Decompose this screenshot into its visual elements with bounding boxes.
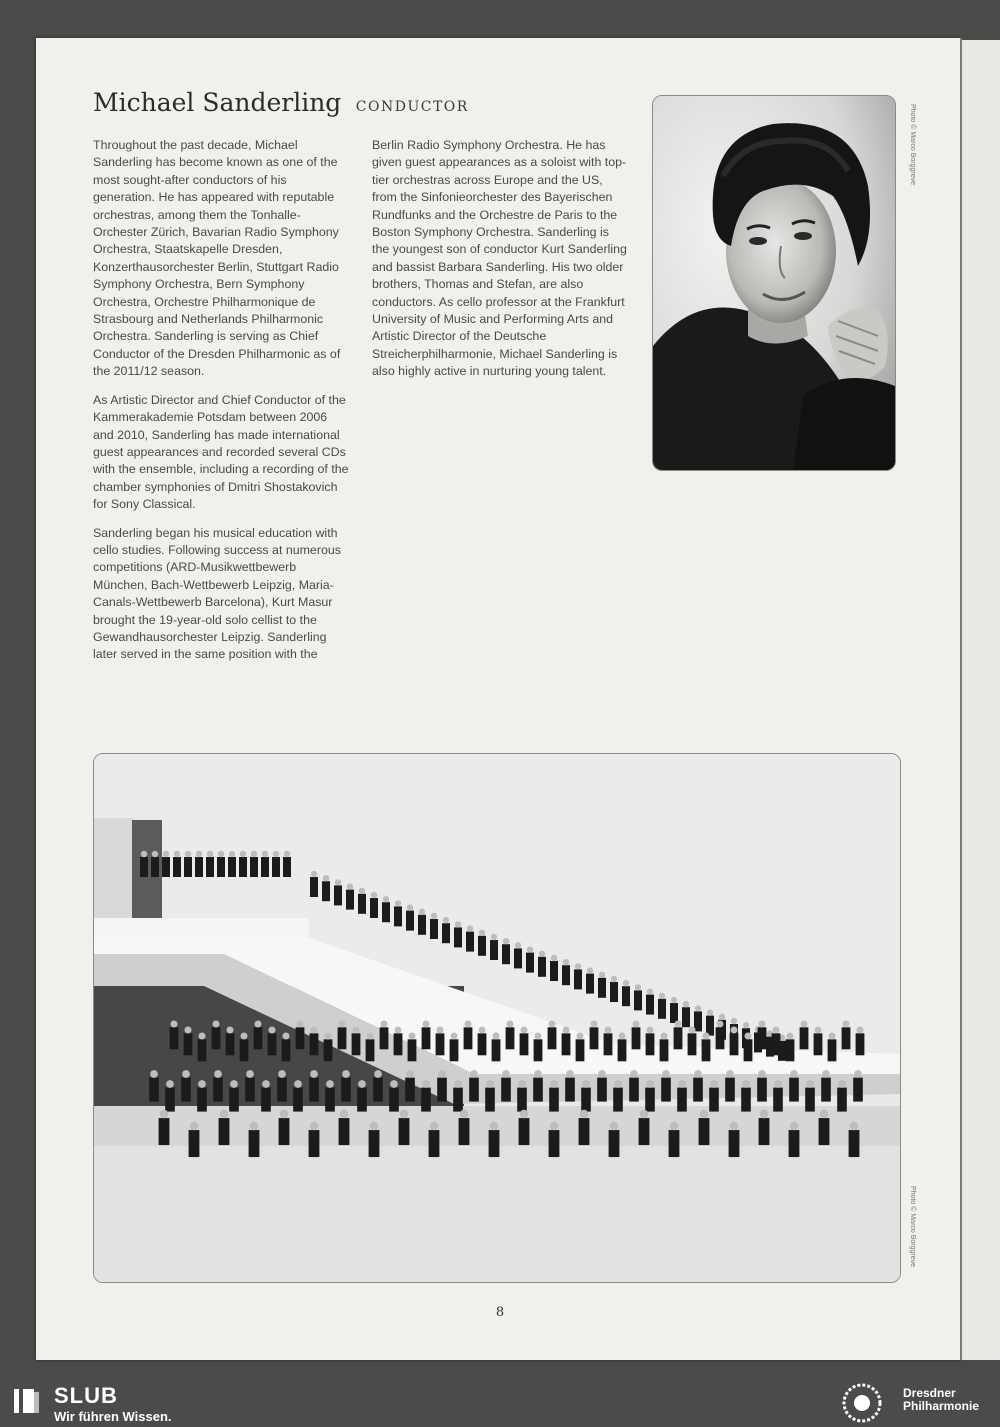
musician-figure	[469, 1070, 479, 1101]
musician-figure	[399, 1110, 410, 1145]
musician-figure	[184, 851, 192, 877]
musician-figure	[229, 1080, 239, 1111]
musician-figure	[517, 1080, 527, 1111]
musician-figure	[296, 1020, 305, 1049]
musician-figure	[581, 1080, 591, 1111]
musician-figure	[334, 879, 342, 905]
musician-figure	[660, 1032, 669, 1061]
musician-figure	[699, 1110, 710, 1145]
musician-figure	[149, 1070, 159, 1101]
musician-figure	[789, 1122, 800, 1157]
musician-figure	[219, 1110, 230, 1145]
musician-figure	[408, 1032, 417, 1061]
musician-figure	[283, 851, 291, 877]
musician-figure	[198, 1032, 207, 1061]
musician-figure	[520, 1026, 529, 1055]
musician-figure	[565, 1070, 575, 1101]
musician-figure	[442, 917, 450, 943]
conductor-name: Michael Sanderling	[93, 88, 342, 117]
musician-figure	[228, 851, 236, 877]
portrait-photo-credit: Photo © Marco Borggreve	[909, 104, 916, 186]
musician-figure	[250, 851, 258, 877]
musician-figure	[725, 1070, 735, 1101]
musician-figure	[669, 1122, 680, 1157]
musician-figure	[646, 988, 654, 1014]
musician-figure	[369, 1122, 380, 1157]
musician-figure	[422, 1020, 431, 1049]
musician-figure	[773, 1080, 783, 1111]
musician-figure	[338, 1020, 347, 1049]
musician-figure	[828, 1032, 837, 1061]
musician-figure	[310, 1026, 319, 1055]
musician-figure	[729, 1122, 740, 1157]
musician-figure	[173, 851, 181, 877]
musician-figure	[661, 1070, 671, 1101]
musician-figure	[466, 925, 474, 951]
musician-figure	[757, 1070, 767, 1101]
musician-figure	[519, 1110, 530, 1145]
musician-figure	[634, 984, 642, 1010]
musician-figure	[716, 1020, 725, 1049]
musician-figure	[322, 875, 330, 901]
musician-figure	[239, 851, 247, 877]
musician-figure	[197, 1080, 207, 1111]
orchestra-name: Dresdner Philharmonie	[903, 1386, 980, 1413]
musician-figure	[184, 1026, 193, 1055]
musician-figure	[181, 1070, 191, 1101]
musician-figure	[604, 1026, 613, 1055]
bio-paragraph: As Artistic Director and Chief Conductor of the Kammerakademie Potsdam between 2006 and 2010, Sanderling has made international guest appearances and recorded several CDs with the ensemble, including a recording of the chamber symphonies of Dmitri Shostakovich for Sony Classical.	[93, 392, 349, 512]
musician-figure	[534, 1032, 543, 1061]
musician-figure	[702, 1032, 711, 1061]
musician-figure	[579, 1110, 590, 1145]
musician-figure	[140, 851, 148, 877]
musician-figure	[366, 1032, 375, 1061]
musician-figure	[772, 1026, 781, 1055]
musician-figure	[658, 993, 666, 1019]
musician-figure	[240, 1032, 249, 1061]
musician-figure	[789, 1070, 799, 1101]
musician-figure	[514, 942, 522, 968]
musician-figure	[821, 1070, 831, 1101]
musician-figure	[622, 980, 630, 1006]
musician-figure	[562, 959, 570, 985]
musician-figure	[674, 1020, 683, 1049]
musician-figure	[282, 1032, 291, 1061]
musician-figure	[646, 1026, 655, 1055]
musician-figure	[170, 1020, 179, 1049]
musician-figure	[800, 1020, 809, 1049]
musician-figure	[549, 1080, 559, 1111]
musician-figure	[709, 1080, 719, 1111]
dresdner-philharmonie-logo-icon	[842, 1383, 882, 1423]
musician-figure	[151, 851, 159, 877]
musician-figure	[405, 1070, 415, 1101]
musician-figure	[325, 1080, 335, 1111]
musician-figure	[533, 1070, 543, 1101]
biography-column-2	[372, 137, 628, 392]
musician-figure	[501, 1070, 511, 1101]
musician-figure	[430, 913, 438, 939]
slub-logo-icon	[12, 1386, 42, 1416]
musician-figure	[485, 1080, 495, 1111]
musician-figure	[382, 896, 390, 922]
musician-figure	[450, 1032, 459, 1061]
musician-figure	[418, 909, 426, 935]
musician-figure	[645, 1080, 655, 1111]
musician-figure	[189, 1122, 200, 1157]
page-title	[93, 88, 469, 117]
orchestra-photo-credit: Photo © Marco Borggreve	[909, 1186, 916, 1268]
musician-figure	[261, 851, 269, 877]
musician-figure	[217, 851, 225, 877]
musician-figure	[454, 921, 462, 947]
musician-figure	[339, 1110, 350, 1145]
library-name: SLUB	[54, 1383, 118, 1408]
musician-figure	[213, 1070, 223, 1101]
musician-figure	[618, 1032, 627, 1061]
musician-figure	[489, 1122, 500, 1157]
musician-figure	[394, 900, 402, 926]
musician-figure	[849, 1122, 860, 1157]
musician-figure	[272, 851, 280, 877]
musician-figure	[453, 1080, 463, 1111]
musician-figure	[206, 851, 214, 877]
musician-figure	[341, 1070, 351, 1101]
musician-figure	[814, 1026, 823, 1055]
musician-figure	[436, 1026, 445, 1055]
musician-figure	[293, 1080, 303, 1111]
musician-figure	[693, 1070, 703, 1101]
bio-paragraph: Throughout the past decade, Michael Sanderling has become known as one of the most sought-after conductors of his generation. He has appeared with reputable orchestras, among them the Tonhalle-Orchester Zürich, Bavarian Radio Symphony Orchestra, Staatskapelle Dresden, Konzerthausorchester Berlin, Stuttgart Radio Symphony Orchestra, Bern Symphony Orchestra, Orchestre Philharmonique de Strasbourg and Netherlands Philharmonic Orchestra. Sanderling is serving as Chief Conductor of the Dresden Philharmonic as of the 2011/12 season.	[93, 138, 341, 379]
musician-figure	[406, 904, 414, 930]
conductor-role: CONDUCTOR	[355, 99, 469, 115]
musician-figure	[165, 1080, 175, 1111]
footer-bar	[0, 1377, 1000, 1427]
musician-figure	[670, 997, 678, 1023]
musician-figure	[550, 955, 558, 981]
musician-figure	[610, 976, 618, 1002]
musician-figure	[730, 1026, 739, 1055]
bio-paragraph: Berlin Radio Symphony Orchestra. He has given guest appearances as a soloist with top-tier orchestras across Europe and the US, from the Sinfonieorchester des Bayerischen Rundfunks and the Orchestre de Paris to the Boston Symphony Orchestra. Sanderling is the youngest son of conductor Kurt Sanderling and bassist Barbara Sanderling. His two older brothers, Thomas and Stefan, are also conductors. As cello professor at the Frankfurt University of Music and Performing Arts and Artistic Director of the Deutsche Streicherphilharmonie, Michael Sanderling is also highly active in nurturing young talent.	[372, 138, 627, 379]
musician-figure	[352, 1026, 361, 1055]
musician-figure	[357, 1080, 367, 1111]
musician-figure	[394, 1026, 403, 1055]
musician-figure	[677, 1080, 687, 1111]
musician-figure	[492, 1032, 501, 1061]
musician-figure	[261, 1080, 271, 1111]
orchestra-group-photo	[93, 753, 901, 1283]
musician-figure	[502, 938, 510, 964]
musician-figure	[842, 1020, 851, 1049]
musician-figure	[373, 1070, 383, 1101]
musician-figure	[421, 1080, 431, 1111]
musician-figure	[694, 1005, 702, 1031]
musician-figure	[706, 1009, 714, 1035]
musician-figure	[639, 1110, 650, 1145]
conductor-portrait-photo	[652, 95, 896, 471]
musician-figure	[268, 1026, 277, 1055]
musician-figure	[310, 871, 318, 897]
next-page-edge	[962, 40, 1000, 1360]
musician-figure	[576, 1032, 585, 1061]
musician-figure	[490, 934, 498, 960]
musician-figure	[279, 1110, 290, 1145]
musician-figure	[819, 1110, 830, 1145]
musician-figure	[613, 1080, 623, 1111]
musician-figure	[389, 1080, 399, 1111]
musician-figure	[548, 1020, 557, 1049]
biography-column-1	[93, 137, 349, 675]
musician-figure	[538, 951, 546, 977]
bio-paragraph: Sanderling began his musical education with cello studies. Following success at numerous competitions (ARD-Musikwettbewerb München, Bach-Wettbewerb Leipzig, Maria-Canals-Wettbewerb Barcelona), Kurt Masur brought the 19-year-old solo cellist to the Gewandhausorchester Leipzig. Sanderling later served in the same position with the	[93, 525, 341, 662]
musician-figure	[162, 851, 170, 877]
musician-figure	[856, 1026, 865, 1055]
musician-figure	[309, 1070, 319, 1101]
musician-figure	[459, 1110, 470, 1145]
musician-figure	[212, 1020, 221, 1049]
musician-figure	[309, 1122, 320, 1157]
musician-figure	[370, 892, 378, 918]
musician-figure	[437, 1070, 447, 1101]
musician-figure	[786, 1032, 795, 1061]
musician-figure	[478, 930, 486, 956]
musician-figure	[245, 1070, 255, 1101]
musician-figure	[853, 1070, 863, 1101]
library-tagline: Wir führen Wissen.	[54, 1409, 172, 1424]
musician-figure	[358, 888, 366, 914]
musician-figure	[277, 1070, 287, 1101]
musician-figure	[805, 1080, 815, 1111]
musician-figure	[597, 1070, 607, 1101]
musician-figure	[688, 1026, 697, 1055]
musician-figure	[758, 1020, 767, 1049]
musician-figure	[590, 1020, 599, 1049]
page-number: 8	[495, 1305, 505, 1320]
musician-figure	[741, 1080, 751, 1111]
musician-figure	[629, 1070, 639, 1101]
orchestra-image	[94, 754, 900, 1282]
musician-figure	[226, 1026, 235, 1055]
musician-figure	[682, 1001, 690, 1027]
portrait-image	[653, 96, 895, 470]
musician-figure	[195, 851, 203, 877]
musician-figure	[837, 1080, 847, 1111]
musician-figure	[249, 1122, 260, 1157]
musician-figure	[598, 972, 606, 998]
musician-figure	[744, 1032, 753, 1061]
musician-figure	[254, 1020, 263, 1049]
musician-figure	[324, 1032, 333, 1061]
musician-figure	[506, 1020, 515, 1049]
musician-figure	[759, 1110, 770, 1145]
musician-figure	[632, 1020, 641, 1049]
musician-figure	[380, 1020, 389, 1049]
musician-figure	[609, 1122, 620, 1157]
musician-figure	[429, 1122, 440, 1157]
musician-figure	[549, 1122, 560, 1157]
musician-figure	[159, 1110, 170, 1145]
musician-figure	[562, 1026, 571, 1055]
musician-figure	[526, 946, 534, 972]
musician-figure	[346, 883, 354, 909]
musician-figure	[478, 1026, 487, 1055]
musician-figure	[464, 1020, 473, 1049]
musician-figure	[586, 967, 594, 993]
musician-figure	[574, 963, 582, 989]
